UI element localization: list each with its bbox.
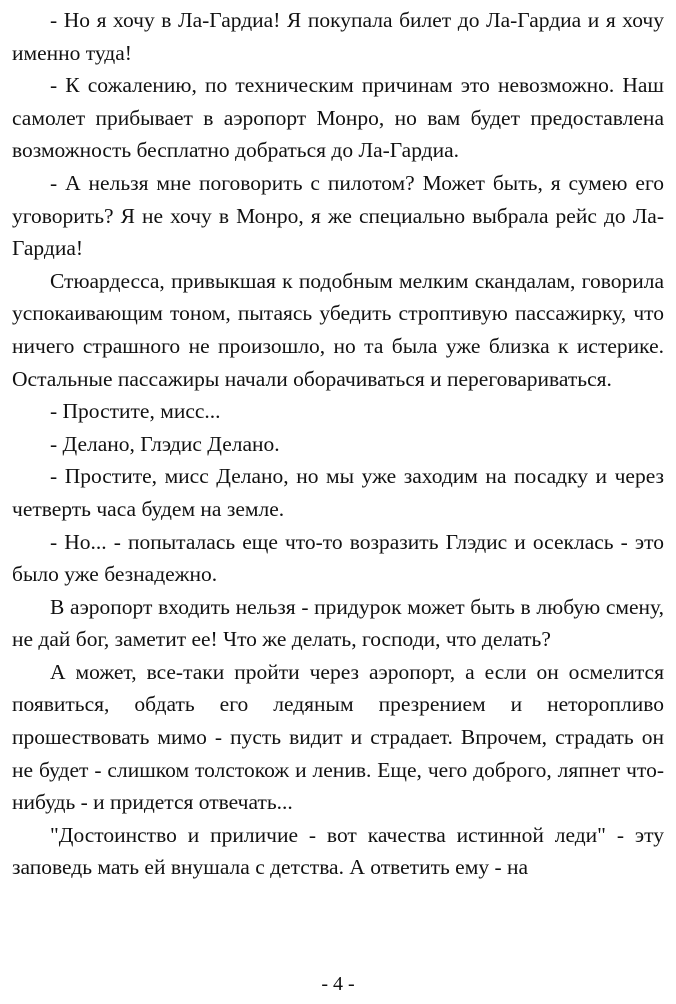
paragraph-5: - Простите, мисс... xyxy=(50,399,221,424)
paragraph-3: - А нельзя мне поговорить с пилотом? Может быть, я сумею его уговорить? Я не хочу в Монро, я же специально выбрала рейс до Ла-Гардиа! xyxy=(12,170,664,261)
paragraph-8: - Но... - попыталась еще что-то возразить Глэдис и осеклась - это было уже безнадежно. xyxy=(12,529,664,587)
paragraph-7: - Простите, мисс Делано, но мы уже заходим на посадку и через четверть часа будем на земле. xyxy=(12,464,664,521)
page-number: - 4 - xyxy=(321,973,355,995)
paragraph-9: В аэропорт входить нельзя - придурок может быть в любую смену, не дай бог, заметит ее! Что же делать, господи, что делать? xyxy=(12,594,664,652)
paragraph-6: - Делано, Глэдис Делано. xyxy=(50,431,280,456)
paragraph-11: "Достоинство и приличие - вот качества истинной леди" - эту заповедь мать ей внушала с детства. А ответить ему - на xyxy=(12,822,664,880)
paragraph-2: - К сожалению, по техническим причинам это невозможно. Наш самолет прибывает в аэропорт Монро, но вам будет предоставлена возможность бесплатно добраться до Ла-Гардиа. xyxy=(12,73,664,163)
paragraph-4: Стюардесса, привыкшая к подобным мелким скандалам, говорила успокаивающим тоном, пытаясь убедить строптивую пассажирку, что ничего страшного не произошло, но та была уже близка к истерике. Остальные пассажиры начали оборачиваться и переговариваться. xyxy=(12,268,664,391)
paragraph-10: А может, все-таки пройти через аэропорт, а если он осмелится появиться, обдать его ледяным презрением и неторопливо прошествовать мимо - пусть видит и страдает. Впрочем, страдать он не будет - слишком толстокож и ленив. Еще, чего доброго, ляпнет что-нибудь - и придется отвечать... xyxy=(12,659,664,815)
paragraph-1: - Но я хочу в Ла-Гардиа! Я покупала билет до Ла-Гардиа и я хочу именно туда! xyxy=(12,8,664,65)
